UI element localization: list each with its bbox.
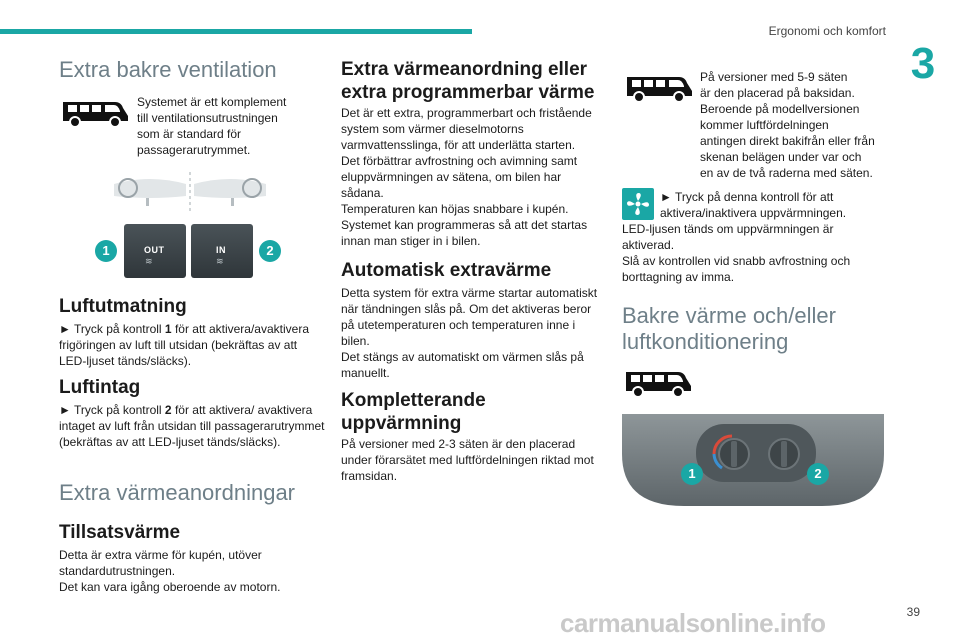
page-number: 39 <box>906 605 920 619</box>
heading-luftutmatning: Luftutmatning <box>59 296 187 317</box>
heading-automatisk-extravarme: Automatisk extravärme <box>341 260 552 281</box>
steering-wheels-illustration <box>110 170 270 214</box>
heading-tillsatsvarme: Tillsatsvärme <box>59 522 181 543</box>
chapter-number: 3 <box>910 39 936 88</box>
van-icon <box>59 96 131 128</box>
text-luftintag: ► Tryck på kontroll 2 för att aktivera/ avaktivera intaget av luft från utsidan till passagerarutrymmet (bekräftas av att LED-ljuset tänds/släcks). <box>59 403 325 449</box>
van-icon <box>623 71 695 103</box>
out-button[interactable]: OUT ≋ <box>124 224 186 278</box>
callout-badge-2: 2 <box>807 463 829 485</box>
text-kompletterande-uppvarmning: På versioner med 2-3 säten är den placerad under förarsätet med luftfördelningen riktad mot framsidan. <box>341 437 594 483</box>
rear-climate-panel-illustration <box>622 414 884 506</box>
text-tillsatsvarme: Detta är extra värme för kupén, utöver standardutrustningen. Det kan vara igång oberoende av motorn. <box>59 548 281 594</box>
top-accent-bar <box>0 29 472 34</box>
callout-badge-1: 1 <box>95 240 117 262</box>
watermark: carmanualsonline.info <box>560 608 826 638</box>
text-automatisk-extravarme: Detta system för extra värme startar automatiskt när tändningen slås på. Om det aktiveras beror på utetemperaturen och temperaturen inne i bilen. Det stängs av automatiskt om värmen slås på manuellt. <box>341 286 598 380</box>
van-icon <box>622 366 694 398</box>
text-led-ljusen: LED-ljusen tänds om uppvärmningen är aktiverad. Slå av kontrollen vid snabb avfrostning och borttagning av imma. <box>622 222 851 284</box>
heading-kompletterande-uppvarmning: Kompletterande uppvärmning <box>341 390 486 434</box>
fan-control-icon <box>622 188 654 220</box>
text-luftutmatning: ► Tryck på kontroll 1 för att aktivera/avaktivera frigöringen av luft till utsidan (bekräftas av att LED-ljuset tänds/släcks). <box>59 322 309 368</box>
text-extra-varmeanordning: Det är ett extra, programmerbart och fristående system som värmer dieselmotorns varmvattensslinga, för att underlätta starten. Det förbättrar avfrostning och avimning samt eluppvärmningen av sätena, om bilen har sådana. Temperaturen kan höjas snabbare i kupén. Systemet kan programmeras så att det startas innan man stiger in i bilen. <box>341 106 592 248</box>
intro-text: Systemet är ett komplement till ventilationsutrustningen som är standard för passagerarutrymmet. <box>137 95 287 157</box>
out-button-label: OUT <box>144 245 165 255</box>
heading-extra-varmeanordning: Extra värmeanordning eller extra programmerbar värme <box>341 59 595 103</box>
section-header: Ergonomi och komfort <box>768 24 886 38</box>
title-extra-bakre-ventilation: Extra bakre ventilation <box>59 57 277 82</box>
title-extra-varmeanordningar: Extra värmeanordningar <box>59 480 296 505</box>
heading-luftintag: Luftintag <box>59 377 141 398</box>
in-button[interactable]: IN ≋ <box>191 224 253 278</box>
text-tryck-kontroll: ► Tryck på denna kontroll för att aktivera/inaktivera uppvärmningen. <box>660 190 847 220</box>
callout-badge-2: 2 <box>259 240 281 262</box>
title-bakre-varme: Bakre värme och/eller luftkonditionering <box>622 303 836 354</box>
text-versioner-5-9: På versioner med 5-9 säten är den placerad på baksidan. Beroende på modellversionen kommer luftfördelningen antingen direkt bakifrån eller från skenan belägen under var och en av de två raderna med säten. <box>700 70 875 180</box>
in-button-label: IN <box>216 245 226 255</box>
callout-badge-1: 1 <box>681 463 703 485</box>
